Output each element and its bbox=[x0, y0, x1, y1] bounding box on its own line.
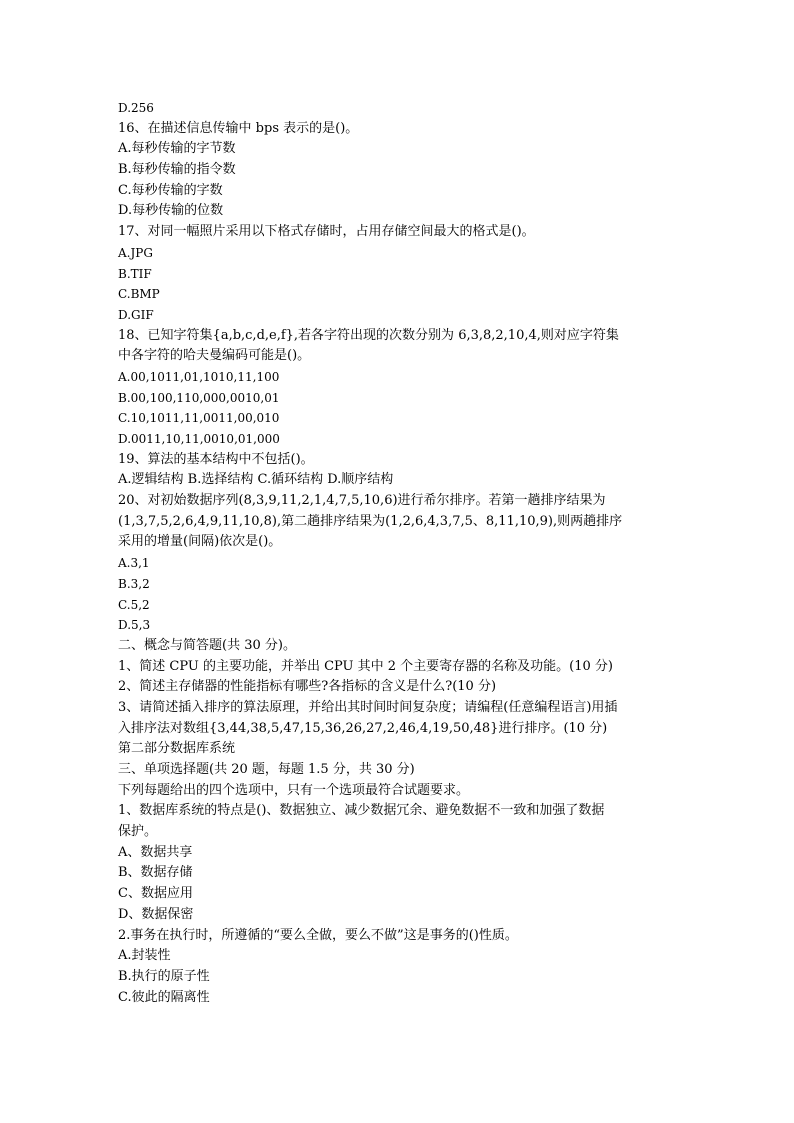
text-line: C、数据应用 bbox=[118, 886, 193, 902]
text-line: A.逻辑结构 B.选择结构 C.循环结构 D.顺序结构 bbox=[118, 472, 394, 488]
text-line: B.每秒传输的指令数 bbox=[118, 162, 236, 178]
text-line: D.5,3 bbox=[118, 618, 151, 633]
text-line: D.GIF bbox=[118, 307, 154, 322]
text-line: 第二部分数据库系统 bbox=[118, 741, 236, 757]
text-line: 3、请简述插入排序的算法原理，并给出其时间时间复杂度；请编程(任意编程语言)用插 bbox=[118, 699, 618, 715]
text-line: 17、对同一幅照片采用以下格式存储时，占用存储空间最大的格式是()。 bbox=[118, 224, 535, 240]
text-line: 2.事务在执行时，所遵循的“要么全做，要么不做”这是事务的()性质。 bbox=[118, 927, 518, 943]
text-line: A、数据共享 bbox=[118, 844, 193, 860]
text-line: D、数据保密 bbox=[118, 906, 194, 922]
text-line: 二、概念与简答题(共 30 分)。 bbox=[118, 637, 296, 653]
text-line: D.256 bbox=[118, 101, 154, 115]
text-line: A.JPG bbox=[118, 245, 153, 260]
text-line: C.BMP bbox=[118, 287, 160, 302]
text-line: C.彼此的隔离性 bbox=[118, 989, 210, 1005]
text-line: A.每秒传输的字节数 bbox=[118, 141, 236, 157]
text-line: 1、数据库系统的特点是()、数据独立、减少数据冗余、避免数据不一致和加强了数据 bbox=[118, 803, 605, 819]
text-line: D.每秒传输的位数 bbox=[118, 203, 224, 219]
text-line: C.10,1011,11,0011,00,010 bbox=[118, 411, 280, 426]
text-line: 中各字符的哈夫曼编码可能是()。 bbox=[118, 348, 311, 364]
text-line: 入排序法对数组{3,44,38,5,47,15,36,26,27,2,46,4,19,50,48}进行排序。(10 分) bbox=[118, 720, 608, 736]
text-line: 采用的增量(间隔)依次是()。 bbox=[118, 534, 282, 550]
text-line: B.00,100,110,000,0010,01 bbox=[118, 390, 280, 405]
text-line: B.执行的原子性 bbox=[118, 968, 210, 984]
text-line: 19、算法的基本结构中不包括()。 bbox=[118, 451, 314, 467]
text-line: A.3,1 bbox=[118, 556, 150, 571]
text-line: 1、简述 CPU 的主要功能，并举出 CPU 其中 2 个主要寄存器的名称及功能。(10 分) bbox=[118, 658, 613, 674]
text-line: 三、单项选择题(共 20 题，每题 1.5 分，共 30 分) bbox=[118, 762, 415, 777]
text-line: B.TIF bbox=[118, 266, 152, 281]
text-line: 20、对初始数据序列(8,3,9,11,2,1,4,7,5,10,6)进行希尔排序。若第一趟排序结果为 bbox=[118, 493, 606, 509]
text-line: B.3,2 bbox=[118, 576, 150, 591]
text-line: B、数据存储 bbox=[118, 865, 193, 881]
text-line: A.00,1011,01,1010,11,100 bbox=[118, 369, 280, 384]
text-line: C.5,2 bbox=[118, 597, 150, 612]
text-line: C.每秒传输的字数 bbox=[118, 182, 223, 198]
text-line: 2、简述主存储器的性能指标有哪些?各指标的含义是什么?(10 分) bbox=[118, 679, 497, 695]
document-page bbox=[118, 98, 718, 1008]
text-line: (1,3,7,5,2,6,4,9,11,10,8),第二趟排序结果为(1,2,6,4,3,7,5、8,11,10,9),则两趟排序 bbox=[118, 513, 623, 529]
text-line: D.0011,10,11,0010,01,000 bbox=[118, 432, 280, 446]
text-line: 16、在描述信息传输中 bps 表示的是()。 bbox=[118, 120, 359, 136]
text-line: 18、已知字符集{a,b,c,d,e,f},若各字符出现的次数分别为 6,3,8,2,10,4,则对应字符集 bbox=[118, 327, 619, 343]
text-line: 保护。 bbox=[118, 824, 158, 840]
text-line: A.封装性 bbox=[118, 948, 171, 964]
text-line: 下列每题给出的四个选项中，只有一个选项最符合试题要求。 bbox=[118, 782, 470, 798]
